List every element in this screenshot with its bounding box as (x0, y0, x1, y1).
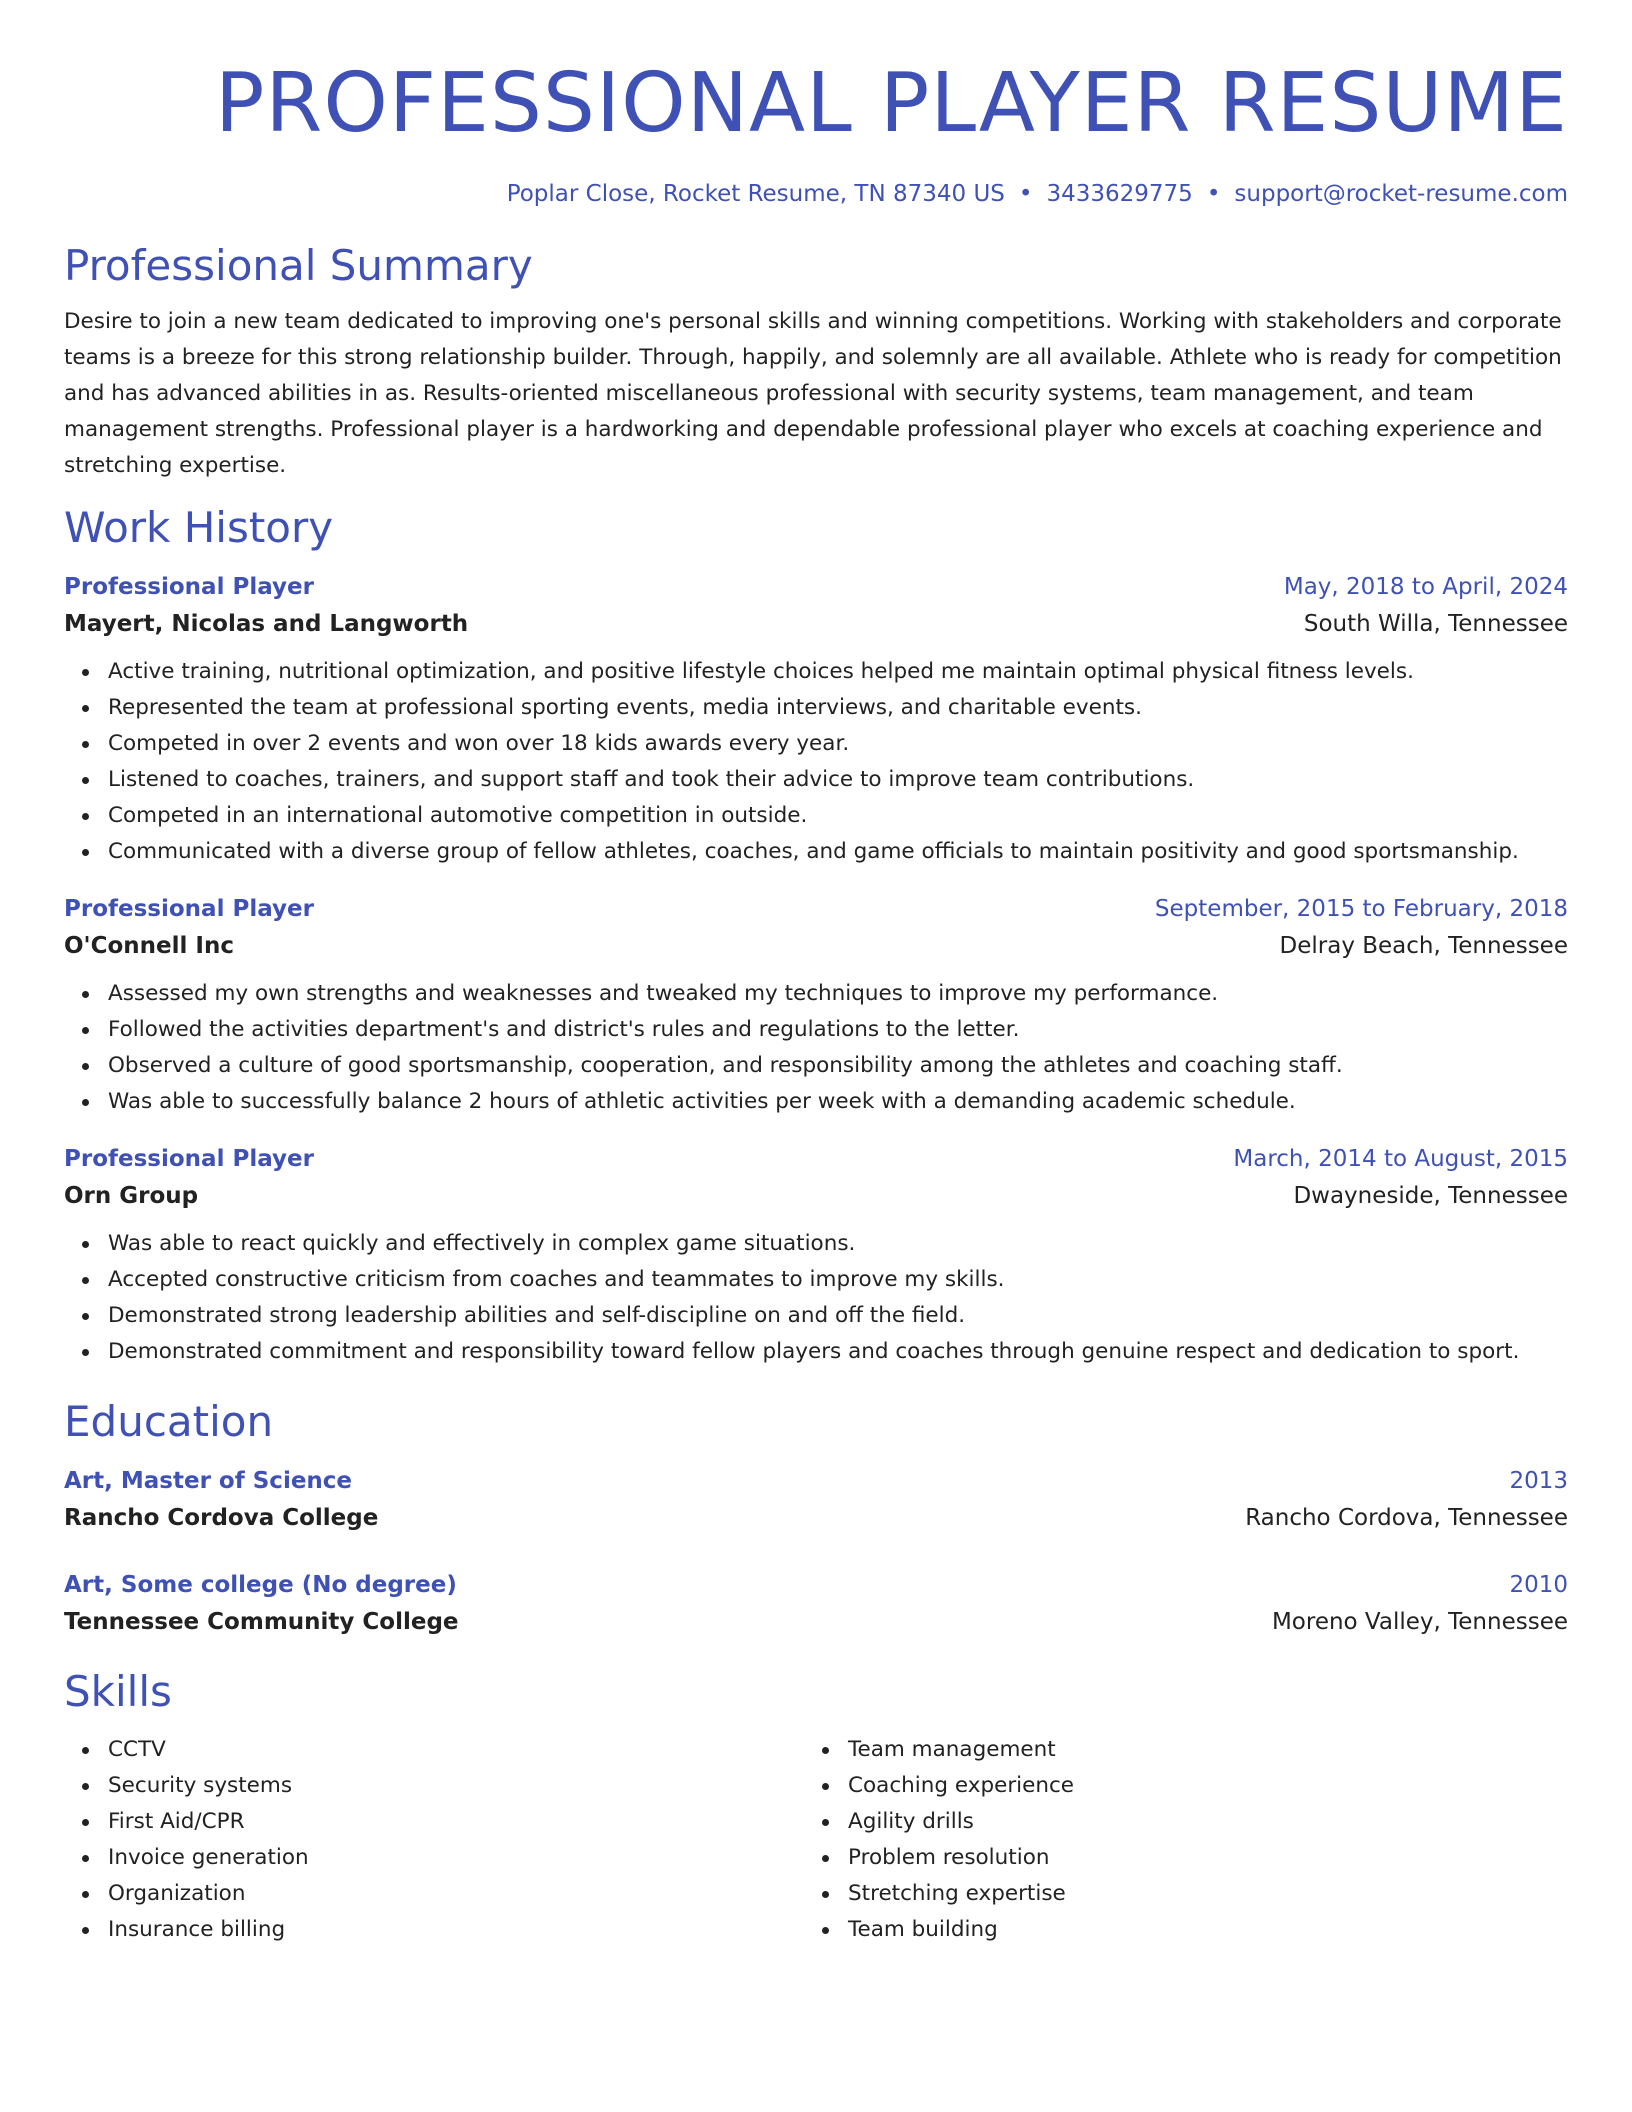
list-item: Coaching experience (848, 1768, 1544, 1804)
job-role: Professional Player (64, 1146, 314, 1172)
contact-line (64, 178, 1568, 210)
list-item: Followed the activities department's and district's rules and regulations to the letter. (108, 1012, 1568, 1048)
skills-list (64, 1732, 804, 1948)
job-company: Orn Group (64, 1183, 199, 1209)
job-company: Mayert, Nicolas and Langworth (64, 611, 469, 637)
list-item: Insurance billing (108, 1912, 804, 1948)
education-school: Tennessee Community College (64, 1609, 459, 1635)
job-role: Professional Player (64, 896, 314, 922)
list-item: Communicated with a diverse group of fellow athletes, coaches, and game officials to maintain positivity and good sportsmanship. (108, 834, 1568, 870)
resume-header (64, 48, 1568, 210)
skills-columns (64, 1732, 1568, 1948)
job-location: Dwayneside, Tennessee (1293, 1183, 1568, 1209)
list-item: Team building (848, 1912, 1544, 1948)
separator-dot: • (1018, 181, 1033, 207)
education-degree: Art, Master of Science (64, 1468, 353, 1494)
education-section (64, 1394, 1568, 1642)
job-bullets (64, 654, 1568, 870)
job-dates: September, 2015 to February, 2018 (1154, 896, 1568, 922)
list-item: CCTV (108, 1732, 804, 1768)
list-item: Invoice generation (108, 1840, 804, 1876)
list-item: Demonstrated strong leadership abilities and self-discipline on and off the field. (108, 1298, 1568, 1334)
job-location: South Willa, Tennessee (1303, 611, 1568, 637)
list-item: Competed in an international automotive competition in outside. (108, 798, 1568, 834)
list-item: First Aid/CPR (108, 1804, 804, 1840)
list-item: Listened to coaches, trainers, and support staff and took their advice to improve team contributions. (108, 762, 1568, 798)
education-location: Rancho Cordova, Tennessee (1245, 1505, 1568, 1531)
job-entry (64, 892, 1568, 1120)
list-item: Was able to successfully balance 2 hours of athletic activities per week with a demanding academic schedule. (108, 1084, 1568, 1120)
list-item: Assessed my own strengths and weaknesses and tweaked my techniques to improve my performance. (108, 976, 1568, 1012)
job-location: Delray Beach, Tennessee (1279, 933, 1568, 959)
section-title-work-history: Work History (64, 503, 334, 552)
education-year: 2010 (1509, 1572, 1568, 1598)
skills-column-left (64, 1732, 804, 1948)
job-dates: May, 2018 to April, 2024 (1283, 574, 1568, 600)
skills-list (804, 1732, 1544, 1948)
job-bullets (64, 976, 1568, 1120)
job-role: Professional Player (64, 574, 314, 600)
skills-section (64, 1664, 1568, 1948)
education-entry (64, 1464, 1568, 1538)
job-bullets (64, 1226, 1568, 1370)
section-title-education: Education (64, 1397, 274, 1446)
list-item: Accepted constructive criticism from coaches and teammates to improve my skills. (108, 1262, 1568, 1298)
summary-text: Desire to join a new team dedicated to improving one's personal skills and winning competitions. Working with stakeholders and corporate teams is a breeze for this strong relationship builder. Through, happily, and solemnly are all available. Athlete who is ready for competition and has advanced abilities in as. Results-oriented miscellaneous professional with security systems, team management, and team management strengths. Professional player is a hardworking and dependable professional player who excels at coaching experience and stretching expertise. (64, 309, 1562, 478)
list-item: Problem resolution (848, 1840, 1544, 1876)
summary-section (64, 238, 1568, 484)
section-title-summary: Professional Summary (64, 241, 533, 290)
list-item: Organization (108, 1876, 804, 1912)
job-entry (64, 1142, 1568, 1370)
list-item: Was able to react quickly and effectively in complex game situations. (108, 1226, 1568, 1262)
list-item: Agility drills (848, 1804, 1544, 1840)
job-company: O'Connell Inc (64, 933, 234, 959)
contact-address: Poplar Close, Rocket Resume, TN 87340 US (506, 181, 1005, 207)
contact-email[interactable]: support@rocket-resume.com (1234, 181, 1568, 207)
list-item: Competed in over 2 events and won over 18 kids awards every year. (108, 726, 1568, 762)
list-item: Stretching expertise (848, 1876, 1544, 1912)
separator-dot: • (1206, 181, 1221, 207)
education-year: 2013 (1509, 1468, 1568, 1494)
list-item: Observed a culture of good sportsmanship, cooperation, and responsibility among the athletes and coaching staff. (108, 1048, 1568, 1084)
list-item: Security systems (108, 1768, 804, 1804)
education-entry (64, 1568, 1568, 1642)
job-dates: March, 2014 to August, 2015 (1233, 1146, 1568, 1172)
education-school: Rancho Cordova College (64, 1505, 379, 1531)
skills-column-right (804, 1732, 1544, 1948)
contact-phone: 3433629775 (1046, 181, 1193, 207)
job-entry (64, 570, 1568, 870)
list-item: Demonstrated commitment and responsibility toward fellow players and coaches through genuine respect and dedication to sport. (108, 1334, 1568, 1370)
section-title-skills: Skills (64, 1667, 172, 1716)
list-item: Active training, nutritional optimization, and positive lifestyle choices helped me maintain optimal physical fitness levels. (108, 654, 1568, 690)
education-location: Moreno Valley, Tennessee (1271, 1609, 1568, 1635)
resume-title: PROFESSIONAL PLAYER RESUME (214, 56, 1568, 151)
list-item: Team management (848, 1732, 1544, 1768)
education-degree: Art, Some college (No degree) (64, 1572, 457, 1598)
list-item: Represented the team at professional sporting events, media interviews, and charitable events. (108, 690, 1568, 726)
work-section (64, 500, 1568, 1370)
